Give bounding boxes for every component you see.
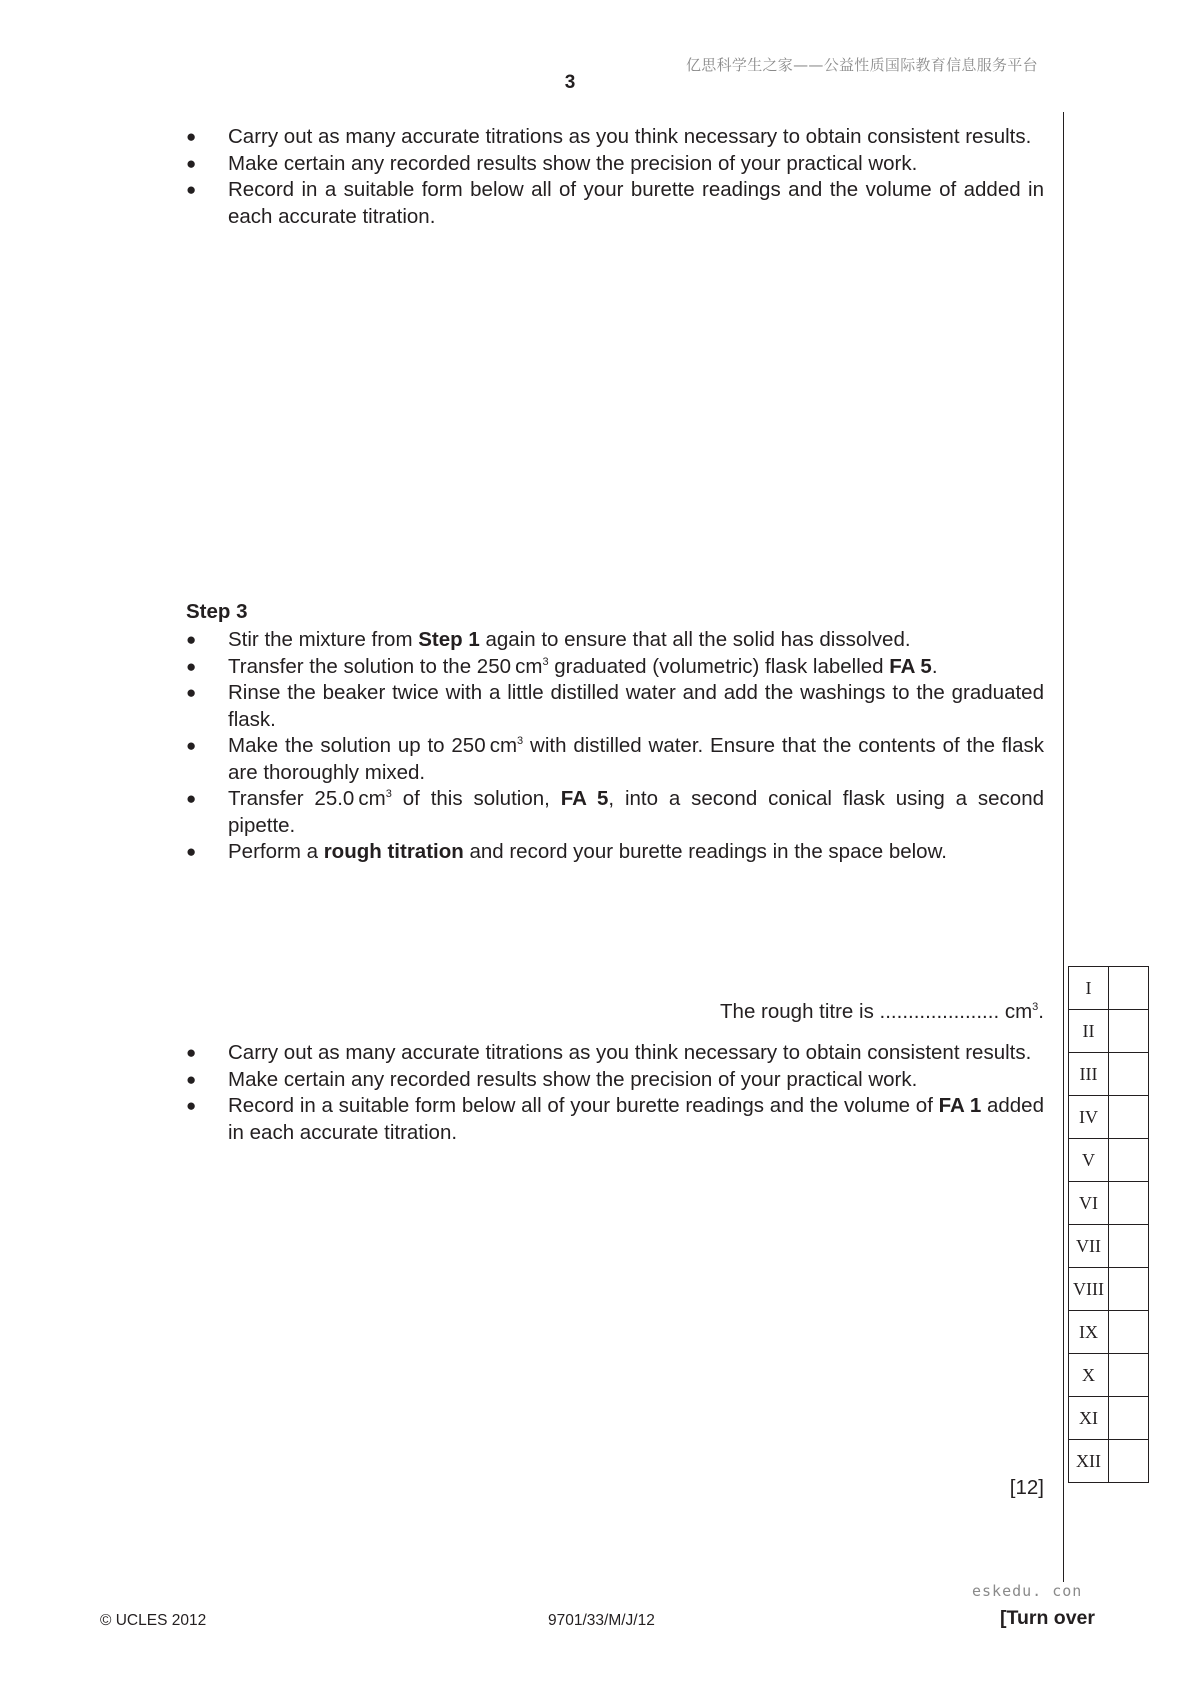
- grid-row: [1069, 1311, 1149, 1354]
- total-marks: [12]: [1009, 1476, 1044, 1499]
- instruction-text: .: [931, 654, 938, 678]
- grid-row-label: VI: [1069, 1182, 1109, 1225]
- instruction-item: [186, 1093, 1044, 1146]
- instruction-text: added in each accurate titration.: [228, 1094, 1044, 1144]
- mark-box: [1109, 1053, 1149, 1096]
- bullet-icon: ●: [186, 630, 197, 649]
- bullet-icon: ●: [186, 683, 197, 702]
- grid-row-label: XII: [1069, 1440, 1109, 1483]
- instruction-item: [186, 786, 1044, 839]
- bold-term: Step 1: [418, 628, 480, 651]
- instruction-list-2: [186, 1040, 1044, 1146]
- instruction-text: Carry out as many accurate titrations as you think necessary to obtain consistent results.: [228, 125, 1032, 148]
- instruction-item: [186, 654, 1044, 681]
- header-watermark: 亿思科学生之家——公益性质国际教育信息服务平台: [686, 56, 1038, 74]
- instruction-text: Stir the mixture from: [228, 628, 419, 651]
- grid-row: [1069, 1182, 1149, 1225]
- bold-term: FA 1: [938, 1094, 982, 1117]
- instruction-item: [186, 839, 1044, 866]
- instruction-item: [186, 1040, 1044, 1067]
- instruction-item: [186, 1067, 1044, 1094]
- mark-box: [1109, 1225, 1149, 1268]
- bullet-icon: ●: [186, 789, 197, 808]
- instruction-item: [186, 177, 1044, 230]
- unit-superscript: 3: [542, 655, 549, 668]
- grid-row-label: II: [1069, 1010, 1109, 1053]
- grid-row: [1069, 1139, 1149, 1182]
- grid-row-label: IX: [1069, 1311, 1109, 1354]
- instruction-text: of this solution,: [391, 787, 561, 810]
- bullet-icon: ●: [186, 656, 197, 676]
- grid-row-label: VIII: [1069, 1268, 1109, 1311]
- mark-box: [1109, 1440, 1149, 1483]
- instruction-text: Record in a suitable form below all of your burette readings and the volume of added in each accurate titration.: [228, 178, 1044, 228]
- grid-row-label: VII: [1069, 1225, 1109, 1268]
- instruction-text: Transfer the solution to the 250 cm: [228, 654, 543, 678]
- instruction-list-1: [186, 124, 1044, 230]
- paper-code: 9701/33/M/J/12: [548, 1612, 655, 1629]
- mark-box: [1109, 1139, 1149, 1182]
- grid-row-label: III: [1069, 1053, 1109, 1096]
- grid-row: [1069, 1440, 1149, 1483]
- bullet-icon: ●: [186, 127, 197, 146]
- margin-rule: [1063, 112, 1064, 1582]
- bullet-icon: ●: [186, 1043, 197, 1062]
- page-number: 3: [564, 72, 576, 93]
- unit-superscript: 3: [385, 788, 392, 800]
- mark-box: [1109, 1096, 1149, 1139]
- instruction-text: Rinse the beaker twice with a little distilled water and add the washings to the graduated flask.: [228, 681, 1044, 731]
- grid-row-label: V: [1069, 1139, 1109, 1182]
- grid-row: [1069, 1397, 1149, 1440]
- instruction-text: Carry out as many accurate titrations as you think necessary to obtain consistent results.: [228, 1041, 1032, 1064]
- mark-box: [1109, 1397, 1149, 1440]
- turn-over-label: [Turn over: [1000, 1607, 1095, 1629]
- grid-row: [1069, 1010, 1149, 1053]
- copyright-notice: © UCLES 2012: [100, 1612, 207, 1629]
- rough-titre-line: [600, 1000, 1044, 1024]
- grid-row: [1069, 1096, 1149, 1139]
- mark-box: [1109, 1010, 1149, 1053]
- bullet-icon: ●: [186, 842, 197, 861]
- unit-superscript: 3: [1032, 1001, 1039, 1013]
- rough-titre-end: .: [1038, 1000, 1044, 1023]
- marking-grid: [1068, 966, 1149, 1483]
- bold-term: rough titration: [323, 840, 464, 863]
- grid-row: [1069, 1354, 1149, 1397]
- bullet-icon: ●: [186, 1096, 197, 1115]
- mark-box: [1109, 1354, 1149, 1397]
- instruction-text: graduated (volumetric) flask labelled: [548, 654, 890, 678]
- grid-row: [1069, 967, 1149, 1010]
- bullet-icon: ●: [186, 180, 197, 199]
- bullet-icon: ●: [186, 736, 197, 755]
- instruction-text: Make certain any recorded results show the precision of your practical work.: [228, 1067, 918, 1091]
- unit-superscript: 3: [517, 735, 524, 747]
- mark-box: [1109, 1182, 1149, 1225]
- mark-box: [1109, 1311, 1149, 1354]
- bullet-icon: ●: [186, 153, 197, 173]
- instruction-text: , into a second conical flask using a second pipette.: [228, 787, 1044, 837]
- bold-term: FA 5: [560, 787, 609, 810]
- instruction-text: Perform a: [228, 840, 324, 863]
- instruction-item: [186, 680, 1044, 733]
- instruction-text: again to ensure that all the solid has dissolved.: [479, 628, 911, 651]
- grid-row: [1069, 1268, 1149, 1311]
- mark-box: [1109, 1268, 1149, 1311]
- grid-row: [1069, 1053, 1149, 1096]
- instruction-text: and record your burette readings in the space below.: [463, 840, 947, 863]
- instruction-item: [186, 151, 1044, 178]
- rough-titre-text: The rough titre is ..................... cm: [720, 1000, 1033, 1023]
- instruction-text: with distilled water. Ensure that the contents of the flask are thoroughly mixed.: [228, 734, 1045, 784]
- grid-row-label: XI: [1069, 1397, 1109, 1440]
- bullet-icon: ●: [186, 1069, 197, 1089]
- instruction-text: Transfer 25.0 cm: [228, 787, 386, 810]
- instruction-item: [186, 733, 1044, 786]
- bold-term: FA 5: [889, 654, 932, 678]
- step-3-instruction-list: [186, 627, 1044, 866]
- grid-row: [1069, 1225, 1149, 1268]
- instruction-item: [186, 124, 1044, 151]
- grid-row-label: I: [1069, 967, 1109, 1010]
- instruction-item: [186, 627, 1044, 654]
- instruction-text: Make the solution up to 250 cm: [228, 734, 518, 757]
- instruction-text: Record in a suitable form below all of your burette readings and the volume of: [228, 1094, 939, 1117]
- instruction-text: Make certain any recorded results show the precision of your practical work.: [228, 151, 918, 175]
- grid-row-label: X: [1069, 1354, 1109, 1397]
- step-3-heading: Step 3: [186, 600, 248, 623]
- footer-watermark: eskedu. con: [972, 1582, 1083, 1600]
- mark-box: [1109, 967, 1149, 1010]
- grid-row-label: IV: [1069, 1096, 1109, 1139]
